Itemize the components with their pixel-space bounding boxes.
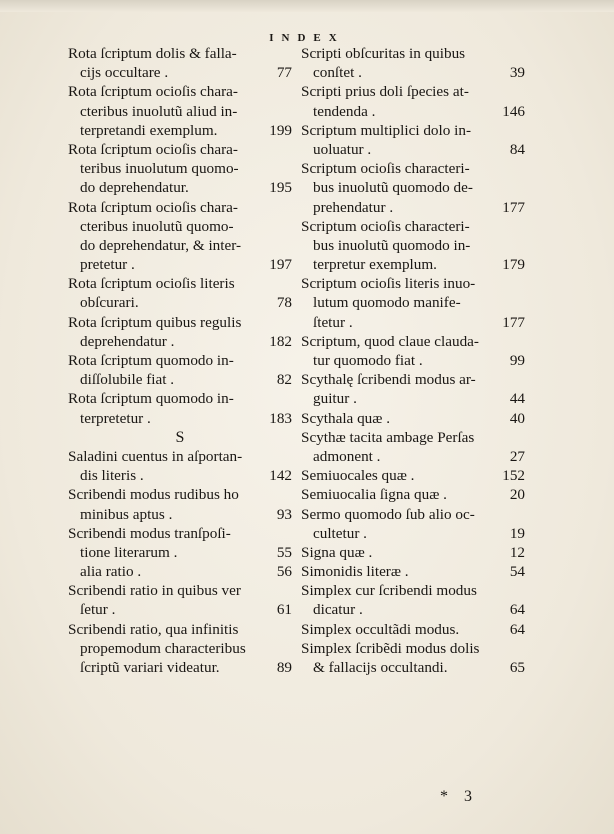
page-number: 56 — [276, 563, 292, 581]
index-line — [301, 581, 525, 600]
signature-mark — [440, 788, 488, 806]
page-number: 195 — [269, 179, 292, 197]
page-number: 197 — [269, 256, 292, 274]
index-line — [301, 351, 525, 370]
index-line — [68, 332, 292, 351]
index-line — [68, 274, 292, 293]
entry-text: Scribendi modus tranſpoſi- — [68, 524, 231, 542]
entry-text: cultetur . — [313, 524, 367, 542]
index-line — [68, 159, 292, 178]
entry-text: bus inuolutũ quomodo in- — [313, 236, 471, 254]
entry-text: diſſolubile fiat . — [80, 371, 175, 389]
entry-text: Rota ſcriptum dolis & falla- — [68, 45, 237, 62]
index-line — [301, 409, 525, 428]
entry-text: tione literarum . — [80, 543, 178, 561]
index-column-right — [301, 44, 525, 677]
page-number: 27 — [509, 447, 525, 465]
entry-text: Scribendi ratio, qua infinitis — [68, 620, 239, 638]
page-number: 12 — [509, 543, 525, 561]
entry-text: propemodum characteribus — [80, 639, 246, 657]
index-line — [68, 236, 292, 255]
entry-text: Semiuocalia ſigna quæ . — [301, 486, 447, 504]
page-number: 99 — [509, 352, 525, 369]
index-line — [301, 274, 525, 293]
page-number: 82 — [276, 371, 292, 389]
entry-text: Rota ſcriptum ocioſis chara- — [68, 140, 238, 158]
signature-asterisk: * — [440, 788, 448, 805]
index-line — [301, 217, 525, 236]
page-number: 64 — [509, 601, 525, 619]
entry-text: do deprehendatur, & inter- — [80, 236, 242, 254]
page-header: INDEX — [269, 32, 345, 44]
entry-text: tur quomodo fiat . — [313, 352, 423, 369]
entry-text: Rota ſcriptum ocioſis chara- — [68, 83, 238, 101]
index-line — [301, 543, 525, 562]
index-line — [301, 293, 525, 312]
entry-text: Scriptum multiplici dolo in- — [301, 121, 472, 139]
index-line — [68, 447, 292, 466]
index-line — [301, 562, 525, 581]
index-column-left — [68, 44, 292, 677]
entry-text: Scriptum ocioſis characteri- — [301, 160, 470, 178]
index-line — [301, 447, 525, 466]
entry-text: Scythæ tacita ambage Perſas — [301, 428, 475, 446]
index-line — [68, 389, 292, 408]
entry-text: cijs occultare . — [80, 64, 169, 82]
index-line — [301, 63, 525, 82]
index-line — [68, 82, 292, 101]
index-line — [68, 466, 292, 485]
index-line — [301, 255, 525, 274]
index-line — [68, 217, 292, 236]
index-line — [68, 255, 292, 274]
index-line — [68, 44, 292, 63]
page-number: 152 — [502, 467, 525, 485]
index-line — [68, 543, 292, 562]
entry-text: ſcriptũ variari videatur. — [80, 659, 220, 676]
index-line — [68, 620, 292, 639]
entry-text: dicatur . — [313, 601, 363, 619]
entry-text: ſtetur . — [313, 313, 353, 331]
entry-text: Scriptum ocioſis characteri- — [301, 217, 470, 235]
section-letter — [68, 428, 292, 447]
index-line — [68, 639, 292, 658]
index-line — [68, 524, 292, 543]
page-number: 39 — [509, 64, 525, 82]
page-number: 64 — [509, 620, 525, 638]
entry-text: deprehendatur . — [80, 332, 175, 350]
page-number: 89 — [276, 659, 292, 676]
entry-text: Scriptum ocioſis literis inuo- — [301, 275, 476, 293]
index-line — [301, 524, 525, 543]
entry-text: terpretur exemplum. — [313, 256, 437, 274]
index-line — [301, 121, 525, 140]
page-number: 142 — [269, 467, 292, 485]
entry-text: Scripti prius doli ſpecies at- — [301, 83, 469, 101]
entry-text: Semiuocales quæ . — [301, 467, 415, 485]
index-line — [301, 236, 525, 255]
index-line — [68, 505, 292, 524]
entry-text: Scripti obſcuritas in quibus — [301, 45, 466, 62]
index-line — [68, 600, 292, 619]
entry-text: prehendatur . — [313, 198, 394, 216]
entry-text: Scriptum, quod claue clauda- — [301, 332, 479, 350]
page-number: 183 — [269, 409, 292, 427]
page-number: 179 — [502, 256, 525, 274]
index-line — [68, 485, 292, 504]
entry-text: Scribendi modus rudibus ho — [68, 486, 239, 504]
entry-text: Scythalę ſcribendi modus ar- — [301, 371, 476, 389]
index-line — [68, 313, 292, 332]
entry-text: cteribus inuolutũ quomo- — [80, 217, 234, 235]
entry-text: minibus aptus . — [80, 505, 173, 523]
entry-text: Simplex occultãdi modus. — [301, 620, 460, 638]
entry-text: dis literis . — [80, 467, 144, 485]
index-line — [301, 389, 525, 408]
index-line — [68, 102, 292, 121]
page-number: 77 — [276, 64, 292, 82]
entry-text: Sermo quomodo ſub alio oc- — [301, 505, 475, 523]
index-line — [301, 639, 525, 658]
index-line — [301, 505, 525, 524]
index-line — [68, 121, 292, 140]
index-line — [68, 370, 292, 389]
page-number: 182 — [269, 332, 292, 350]
entry-text: terpretetur . — [80, 409, 151, 427]
entry-text: pretetur . — [80, 256, 135, 274]
index-line — [68, 658, 292, 677]
page-number: 55 — [276, 543, 292, 561]
index-line — [301, 313, 525, 332]
page-number: 65 — [509, 659, 525, 676]
entry-text: cteribus inuolutũ aliud in- — [80, 102, 238, 120]
page-number: 199 — [269, 121, 292, 139]
entry-text: ſetur . — [80, 601, 116, 619]
index-line — [68, 581, 292, 600]
entry-text: Scribendi ratio in quibus ver — [68, 582, 241, 600]
index-line — [301, 332, 525, 351]
index-line — [301, 44, 525, 63]
index-line — [301, 466, 525, 485]
page-number: 44 — [509, 390, 525, 408]
entry-text: tendenda . — [313, 102, 376, 120]
page-top-shadow — [0, 0, 614, 12]
entry-text: Signa quæ . — [301, 543, 373, 561]
entry-text: lutum quomodo manife- — [313, 294, 461, 312]
index-line — [301, 620, 525, 639]
entry-text: Rota ſcriptum quibus regulis — [68, 313, 242, 331]
index-line — [301, 485, 525, 504]
page-number: 93 — [276, 505, 292, 523]
entry-text: Simonidis literæ . — [301, 563, 409, 581]
entry-text: & fallacijs occultandi. — [313, 659, 448, 676]
index-line — [68, 293, 292, 312]
index-line — [301, 428, 525, 447]
entry-text: teribus inuolutum quomo- — [80, 160, 239, 178]
index-line — [68, 140, 292, 159]
entry-text: Scythala quæ . — [301, 409, 391, 427]
entry-text: Rota ſcriptum quomodo in- — [68, 352, 234, 369]
entry-text: Simplex ſcribẽdi modus dolis — [301, 639, 480, 657]
entry-text: Rota ſcriptum quomodo in- — [68, 390, 234, 408]
page-number: 177 — [502, 313, 525, 331]
index-line — [301, 178, 525, 197]
entry-text: uoluatur . — [313, 140, 372, 158]
entry-text: obſcurari. — [80, 294, 139, 312]
index-line — [68, 178, 292, 197]
index-line — [301, 658, 525, 677]
entry-text: guitur . — [313, 390, 357, 408]
entry-text: Rota ſcriptum ocioſis literis — [68, 275, 235, 293]
index-line — [68, 351, 292, 370]
entry-text: terpretandi exemplum. — [80, 121, 218, 139]
entry-text: Simplex cur ſcribendi modus — [301, 582, 477, 600]
index-line — [68, 198, 292, 217]
index-line — [68, 63, 292, 82]
entry-text: admonent . — [313, 447, 381, 465]
page-number: 84 — [509, 140, 525, 158]
page-number: 40 — [509, 409, 525, 427]
page-number: 146 — [502, 102, 525, 120]
index-line — [301, 82, 525, 101]
index-line — [301, 102, 525, 121]
page-number: 78 — [276, 294, 292, 312]
page-number: 61 — [276, 601, 292, 619]
entry-text: do deprehendatur. — [80, 179, 189, 197]
page-number: 54 — [509, 563, 525, 581]
entry-text: Saladini cuentus in aſportan- — [68, 447, 243, 465]
entry-text: alia ratio . — [80, 563, 142, 581]
index-line — [301, 370, 525, 389]
page-number: 177 — [502, 198, 525, 216]
index-line — [301, 198, 525, 217]
index-line — [68, 409, 292, 428]
index-line — [301, 600, 525, 619]
entry-text: Rota ſcriptum ocioſis chara- — [68, 198, 238, 216]
entry-text: bus inuolutũ quomodo de- — [313, 179, 473, 197]
entry-text: conſtet . — [313, 64, 362, 82]
index-line — [301, 140, 525, 159]
index-line — [68, 562, 292, 581]
page-number: 20 — [509, 486, 525, 504]
index-line — [301, 159, 525, 178]
page-number: 19 — [509, 524, 525, 542]
signature-number: 3 — [464, 788, 472, 805]
entry-text: S — [175, 428, 185, 446]
